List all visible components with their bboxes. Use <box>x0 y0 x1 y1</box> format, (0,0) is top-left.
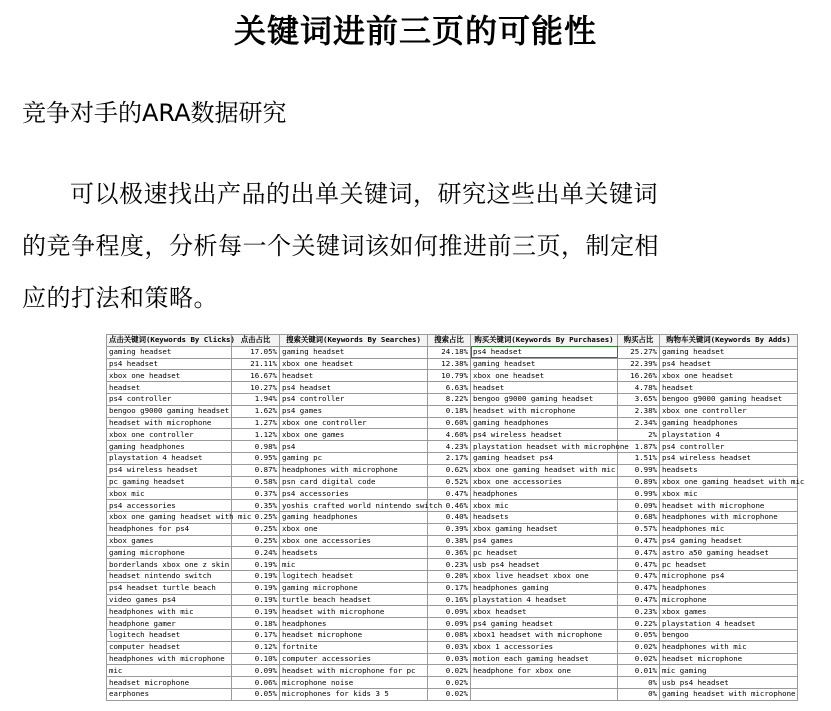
cell-purchase-keyword: headphone for xbox one <box>471 665 618 677</box>
cell-click-keyword: gaming microphone <box>107 547 232 559</box>
cell-search-keyword: headset with microphone <box>280 606 428 618</box>
cell-click-keyword: earphones <box>107 688 232 700</box>
cell-click-share: 0.19% <box>232 582 280 594</box>
cell-search-share: 0.60% <box>428 417 471 429</box>
cell-cart-keyword: headsets <box>660 464 798 476</box>
cell-purchase-keyword: ps4 wireless headset <box>471 429 618 441</box>
cell-cart-keyword: headphones with microphone <box>660 511 798 523</box>
cell-search-share: 0.17% <box>428 582 471 594</box>
cell-purchase-keyword: ps4 gaming headset <box>471 618 618 630</box>
cell-purchase-share: 1.51% <box>618 452 660 464</box>
table-row <box>107 629 798 641</box>
cell-click-keyword: bengoo g9000 gaming headset <box>107 405 232 417</box>
table-row <box>107 476 798 488</box>
cell-purchase-keyword: playstation headset with microphone <box>471 441 618 453</box>
cell-search-keyword: xbox one accessories <box>280 535 428 547</box>
cell-click-share: 0.95% <box>232 452 280 464</box>
cell-search-share: 0.02% <box>428 688 471 700</box>
table-row <box>107 665 798 677</box>
cell-search-keyword: turtle beach headset <box>280 594 428 606</box>
cell-click-share: 17.05% <box>232 346 280 358</box>
cell-purchase-keyword <box>471 688 618 700</box>
cell-search-share: 0.62% <box>428 464 471 476</box>
cell-search-keyword: logitech headset <box>280 570 428 582</box>
cell-search-share: 0.09% <box>428 606 471 618</box>
cell-cart-keyword: usb ps4 headset <box>660 677 798 689</box>
cell-search-keyword: xbox one controller <box>280 417 428 429</box>
header-purchase-keywords: 购买关键词(Keywords By Purchases) <box>471 335 618 347</box>
cell-search-keyword: ps4 <box>280 441 428 453</box>
cell-purchase-keyword: motion each gaming headset <box>471 653 618 665</box>
cell-purchase-share: 1.87% <box>618 441 660 453</box>
cell-search-keyword: ps4 headset <box>280 382 428 394</box>
cell-click-share: 1.12% <box>232 429 280 441</box>
cell-purchase-share: 2.38% <box>618 405 660 417</box>
cell-click-share: 10.27% <box>232 382 280 394</box>
cell-click-keyword: playstation 4 headset <box>107 452 232 464</box>
header-click-share: 点击占比 <box>232 335 280 347</box>
cell-purchase-share: 16.26% <box>618 370 660 382</box>
cell-cart-keyword: ps4 headset <box>660 358 798 370</box>
cell-purchase-keyword <box>471 677 618 689</box>
header-cart-keywords: 购物车关键词(Keywords By Adds) <box>660 335 798 347</box>
cell-purchase-share: 0.68% <box>618 511 660 523</box>
table-row <box>107 429 798 441</box>
cell-click-share: 0.18% <box>232 618 280 630</box>
cell-cart-keyword: mic gaming <box>660 665 798 677</box>
cell-search-keyword: ps4 games <box>280 405 428 417</box>
cell-click-share: 0.25% <box>232 535 280 547</box>
cell-purchase-share: 0.47% <box>618 547 660 559</box>
cell-purchase-keyword: xbox live headset xbox one <box>471 570 618 582</box>
cell-cart-keyword: xbox one controller <box>660 405 798 417</box>
cell-purchase-keyword: xbox 1 accessories <box>471 641 618 653</box>
cell-cart-keyword: playstation 4 <box>660 429 798 441</box>
cell-cart-keyword: ps4 controller <box>660 441 798 453</box>
cell-purchase-keyword: usb ps4 headset <box>471 559 618 571</box>
table-row <box>107 641 798 653</box>
cell-purchase-share: 2% <box>618 429 660 441</box>
header-search-keywords: 搜索关键词(Keywords By Searches) <box>280 335 428 347</box>
cell-click-share: 0.17% <box>232 629 280 641</box>
cell-cart-keyword: headset <box>660 382 798 394</box>
cell-click-share: 0.25% <box>232 511 280 523</box>
cell-search-share: 0.23% <box>428 559 471 571</box>
cell-click-keyword: logitech headset <box>107 629 232 641</box>
page-title: 关键词进前三页的可能性 <box>233 12 597 50</box>
cell-purchase-keyword: ps4 headset <box>471 346 618 358</box>
cell-cart-keyword: pc headset <box>660 559 798 571</box>
table-row <box>107 393 798 405</box>
cell-cart-keyword: microphone <box>660 594 798 606</box>
cell-cart-keyword: gaming headphones <box>660 417 798 429</box>
cell-click-share: 0.19% <box>232 606 280 618</box>
cell-click-share: 0.35% <box>232 500 280 512</box>
cell-search-keyword: xbox one headset <box>280 358 428 370</box>
cell-click-keyword: ps4 controller <box>107 393 232 405</box>
header-click-keywords: 点击关键词(Keywords By Clicks) <box>107 335 232 347</box>
cell-cart-keyword: microphone ps4 <box>660 570 798 582</box>
cell-click-keyword: gaming headset <box>107 346 232 358</box>
keyword-data-table-container <box>106 334 805 699</box>
cell-purchase-keyword: xbox one headset <box>471 370 618 382</box>
section-heading: 竞争对手的ARA数据研究 <box>22 99 287 127</box>
cell-search-keyword: yoshis crafted world nintendo switch <box>280 500 428 512</box>
cell-search-keyword: headset <box>280 370 428 382</box>
cell-search-keyword: mic <box>280 559 428 571</box>
cell-search-share: 0.39% <box>428 523 471 535</box>
cell-purchase-keyword: ps4 games <box>471 535 618 547</box>
cell-click-share: 0.10% <box>232 653 280 665</box>
cell-click-share: 0.37% <box>232 488 280 500</box>
cell-click-keyword: headset with microphone <box>107 417 232 429</box>
cell-search-keyword: headset microphone <box>280 629 428 641</box>
cell-click-share: 0.19% <box>232 570 280 582</box>
cell-click-share: 0.19% <box>232 559 280 571</box>
cell-click-keyword: xbox mic <box>107 488 232 500</box>
table-row <box>107 417 798 429</box>
cell-purchase-keyword: headphones gaming <box>471 582 618 594</box>
cell-click-keyword: video games ps4 <box>107 594 232 606</box>
cell-search-keyword: ps4 accessories <box>280 488 428 500</box>
cell-purchase-share: 0.47% <box>618 559 660 571</box>
cell-search-share: 4.23% <box>428 441 471 453</box>
cell-click-share: 0.98% <box>232 441 280 453</box>
cell-click-share: 0.09% <box>232 665 280 677</box>
cell-cart-keyword: headset microphone <box>660 653 798 665</box>
cell-purchase-keyword: xbox gaming headset <box>471 523 618 535</box>
cell-click-share: 1.27% <box>232 417 280 429</box>
cell-purchase-share: 0% <box>618 688 660 700</box>
cell-click-keyword: xbox one controller <box>107 429 232 441</box>
cell-click-keyword: headset microphone <box>107 677 232 689</box>
cell-search-keyword: xbox one <box>280 523 428 535</box>
cell-search-keyword: ps4 controller <box>280 393 428 405</box>
table-row <box>107 382 798 394</box>
table-row <box>107 358 798 370</box>
cell-cart-keyword: playstation 4 headset <box>660 618 798 630</box>
cell-search-share: 0.08% <box>428 629 471 641</box>
body-paragraph: 可以极速找出产品的出单关键词，研究这些出单关键词的竞争程度，分析每一个关键词该如何推进前三页，制定相应的打法和策略。 <box>22 180 659 312</box>
cell-click-keyword: mic <box>107 665 232 677</box>
cell-purchase-keyword: headsets <box>471 511 618 523</box>
cell-purchase-keyword: xbox one accessories <box>471 476 618 488</box>
cell-click-keyword: headphone gamer <box>107 618 232 630</box>
cell-purchase-share: 0.02% <box>618 653 660 665</box>
cell-cart-keyword: xbox mic <box>660 488 798 500</box>
cell-purchase-keyword: headphones <box>471 488 618 500</box>
cell-purchase-keyword: bengoo g9000 gaming headset <box>471 393 618 405</box>
cell-search-share: 0.46% <box>428 500 471 512</box>
cell-search-keyword: headphones with microphone <box>280 464 428 476</box>
cell-purchase-keyword: xbox mic <box>471 500 618 512</box>
table-row <box>107 547 798 559</box>
cell-click-keyword: gaming headphones <box>107 441 232 453</box>
cell-search-share: 0.38% <box>428 535 471 547</box>
cell-click-share: 0.87% <box>232 464 280 476</box>
cell-purchase-share: 0.47% <box>618 570 660 582</box>
cell-purchase-keyword: pc headset <box>471 547 618 559</box>
table-row <box>107 677 798 689</box>
cell-click-keyword: borderlands xbox one z skin <box>107 559 232 571</box>
cell-search-keyword: headsets <box>280 547 428 559</box>
cell-purchase-share: 0.47% <box>618 594 660 606</box>
cell-purchase-share: 0.99% <box>618 464 660 476</box>
cell-search-keyword: microphone noise <box>280 677 428 689</box>
cell-click-share: 0.58% <box>232 476 280 488</box>
cell-click-share: 0.25% <box>232 523 280 535</box>
cell-search-keyword: psn card digital code <box>280 476 428 488</box>
cell-cart-keyword: bengoo g9000 gaming headset <box>660 393 798 405</box>
cell-cart-keyword: headphones with mic <box>660 641 798 653</box>
cell-purchase-keyword: gaming headset <box>471 358 618 370</box>
table-row <box>107 370 798 382</box>
cell-search-share: 0.20% <box>428 570 471 582</box>
cell-search-keyword: fortnite <box>280 641 428 653</box>
header-purchase-share: 购买占比 <box>618 335 660 347</box>
cell-click-share: 0.12% <box>232 641 280 653</box>
cell-cart-keyword: headset with microphone <box>660 500 798 512</box>
cell-purchase-share: 3.65% <box>618 393 660 405</box>
cell-click-share: 0.06% <box>232 677 280 689</box>
cell-click-keyword: headphones with microphone <box>107 653 232 665</box>
table-row <box>107 464 798 476</box>
cell-click-keyword: xbox games <box>107 535 232 547</box>
cell-purchase-keyword: xbox headset <box>471 606 618 618</box>
cell-click-keyword: ps4 wireless headset <box>107 464 232 476</box>
cell-purchase-keyword: gaming headphones <box>471 417 618 429</box>
table-row <box>107 582 798 594</box>
table-row <box>107 500 798 512</box>
cell-click-keyword: ps4 headset turtle beach <box>107 582 232 594</box>
cell-search-keyword: microphones for kids 3 5 <box>280 688 428 700</box>
cell-cart-keyword: ps4 gaming headset <box>660 535 798 547</box>
cell-search-share: 2.17% <box>428 452 471 464</box>
cell-cart-keyword: astro a50 gaming headset <box>660 547 798 559</box>
cell-purchase-keyword: gaming headset ps4 <box>471 452 618 464</box>
cell-purchase-share: 0.05% <box>618 629 660 641</box>
cell-click-share: 0.05% <box>232 688 280 700</box>
cell-click-keyword: ps4 headset <box>107 358 232 370</box>
table-row <box>107 452 798 464</box>
cell-search-share: 8.22% <box>428 393 471 405</box>
cell-purchase-keyword: headset with microphone <box>471 405 618 417</box>
cell-click-keyword: ps4 accessories <box>107 500 232 512</box>
cell-purchase-share: 0.01% <box>618 665 660 677</box>
cell-click-keyword: pc gaming headset <box>107 476 232 488</box>
table-row <box>107 653 798 665</box>
cell-purchase-share: 0.47% <box>618 582 660 594</box>
table-header-row <box>107 335 798 347</box>
cell-search-share: 0.36% <box>428 547 471 559</box>
table-row <box>107 606 798 618</box>
cell-purchase-keyword: playstation 4 headset <box>471 594 618 606</box>
cell-search-keyword: gaming headphones <box>280 511 428 523</box>
cell-search-share: 0.40% <box>428 511 471 523</box>
cell-search-share: 4.60% <box>428 429 471 441</box>
table-row <box>107 523 798 535</box>
cell-cart-keyword: gaming headset <box>660 346 798 358</box>
cell-purchase-share: 4.78% <box>618 382 660 394</box>
cell-search-keyword: gaming pc <box>280 452 428 464</box>
cell-click-share: 1.62% <box>232 405 280 417</box>
cell-search-keyword: gaming headset <box>280 346 428 358</box>
cell-click-keyword: xbox one headset <box>107 370 232 382</box>
table-row <box>107 488 798 500</box>
cell-search-keyword: headset with microphone for pc <box>280 665 428 677</box>
cell-click-share: 21.11% <box>232 358 280 370</box>
cell-purchase-share: 22.39% <box>618 358 660 370</box>
cell-purchase-keyword: xbox1 headset with microphone <box>471 629 618 641</box>
table-row <box>107 570 798 582</box>
cell-cart-keyword: xbox one headset <box>660 370 798 382</box>
table-row <box>107 688 798 700</box>
table-row <box>107 405 798 417</box>
cell-cart-keyword: gaming headset with microphone <box>660 688 798 700</box>
cell-search-share: 0.03% <box>428 653 471 665</box>
cell-search-keyword: gaming microphone <box>280 582 428 594</box>
cell-cart-keyword: ps4 wireless headset <box>660 452 798 464</box>
cell-search-share: 0.18% <box>428 405 471 417</box>
table-row <box>107 535 798 547</box>
cell-click-keyword: computer headset <box>107 641 232 653</box>
cell-purchase-share: 0.47% <box>618 535 660 547</box>
cell-search-share: 12.38% <box>428 358 471 370</box>
cell-click-keyword: headphones for ps4 <box>107 523 232 535</box>
cell-search-share: 0.03% <box>428 641 471 653</box>
cell-cart-keyword: bengoo <box>660 629 798 641</box>
header-search-share: 搜索占比 <box>428 335 471 347</box>
table-row <box>107 346 798 358</box>
cell-click-keyword: headset <box>107 382 232 394</box>
cell-purchase-share: 0.99% <box>618 488 660 500</box>
cell-click-share: 1.94% <box>232 393 280 405</box>
table-row <box>107 441 798 453</box>
cell-cart-keyword: headphones mic <box>660 523 798 535</box>
cell-purchase-share: 0.57% <box>618 523 660 535</box>
table-row <box>107 511 798 523</box>
table-row <box>107 594 798 606</box>
cell-search-share: 0.52% <box>428 476 471 488</box>
cell-click-share: 0.19% <box>232 594 280 606</box>
cell-purchase-share: 0.89% <box>618 476 660 488</box>
cell-click-share: 16.67% <box>232 370 280 382</box>
cell-purchase-share: 0.02% <box>618 641 660 653</box>
cell-click-keyword: headset nintendo switch <box>107 570 232 582</box>
cell-cart-keyword: headphones <box>660 582 798 594</box>
cell-click-keyword: headphones with mic <box>107 606 232 618</box>
cell-purchase-share: 0.22% <box>618 618 660 630</box>
cell-purchase-share: 0.09% <box>618 500 660 512</box>
table-row <box>107 559 798 571</box>
cell-search-share: 0.02% <box>428 665 471 677</box>
cell-search-keyword: headphones <box>280 618 428 630</box>
cell-cart-keyword: xbox games <box>660 606 798 618</box>
cell-cart-keyword: xbox one gaming headset with mic <box>660 476 798 488</box>
cell-purchase-share: 0% <box>618 677 660 689</box>
cell-search-share: 0.02% <box>428 677 471 689</box>
cell-click-keyword: xbox one gaming headset with mic <box>107 511 232 523</box>
cell-search-share: 0.47% <box>428 488 471 500</box>
cell-search-share: 6.63% <box>428 382 471 394</box>
cell-search-share: 10.79% <box>428 370 471 382</box>
cell-purchase-keyword: xbox one gaming headset with mic <box>471 464 618 476</box>
cell-search-share: 0.09% <box>428 618 471 630</box>
cell-purchase-share: 25.27% <box>618 346 660 358</box>
cell-purchase-keyword: headset <box>471 382 618 394</box>
cell-purchase-share: 0.23% <box>618 606 660 618</box>
cell-search-share: 0.16% <box>428 594 471 606</box>
table-row <box>107 618 798 630</box>
keyword-data-table <box>106 334 805 701</box>
cell-click-share: 0.24% <box>232 547 280 559</box>
cell-search-share: 24.18% <box>428 346 471 358</box>
cell-search-keyword: xbox one games <box>280 429 428 441</box>
cell-search-keyword: computer accessories <box>280 653 428 665</box>
cell-purchase-share: 2.34% <box>618 417 660 429</box>
